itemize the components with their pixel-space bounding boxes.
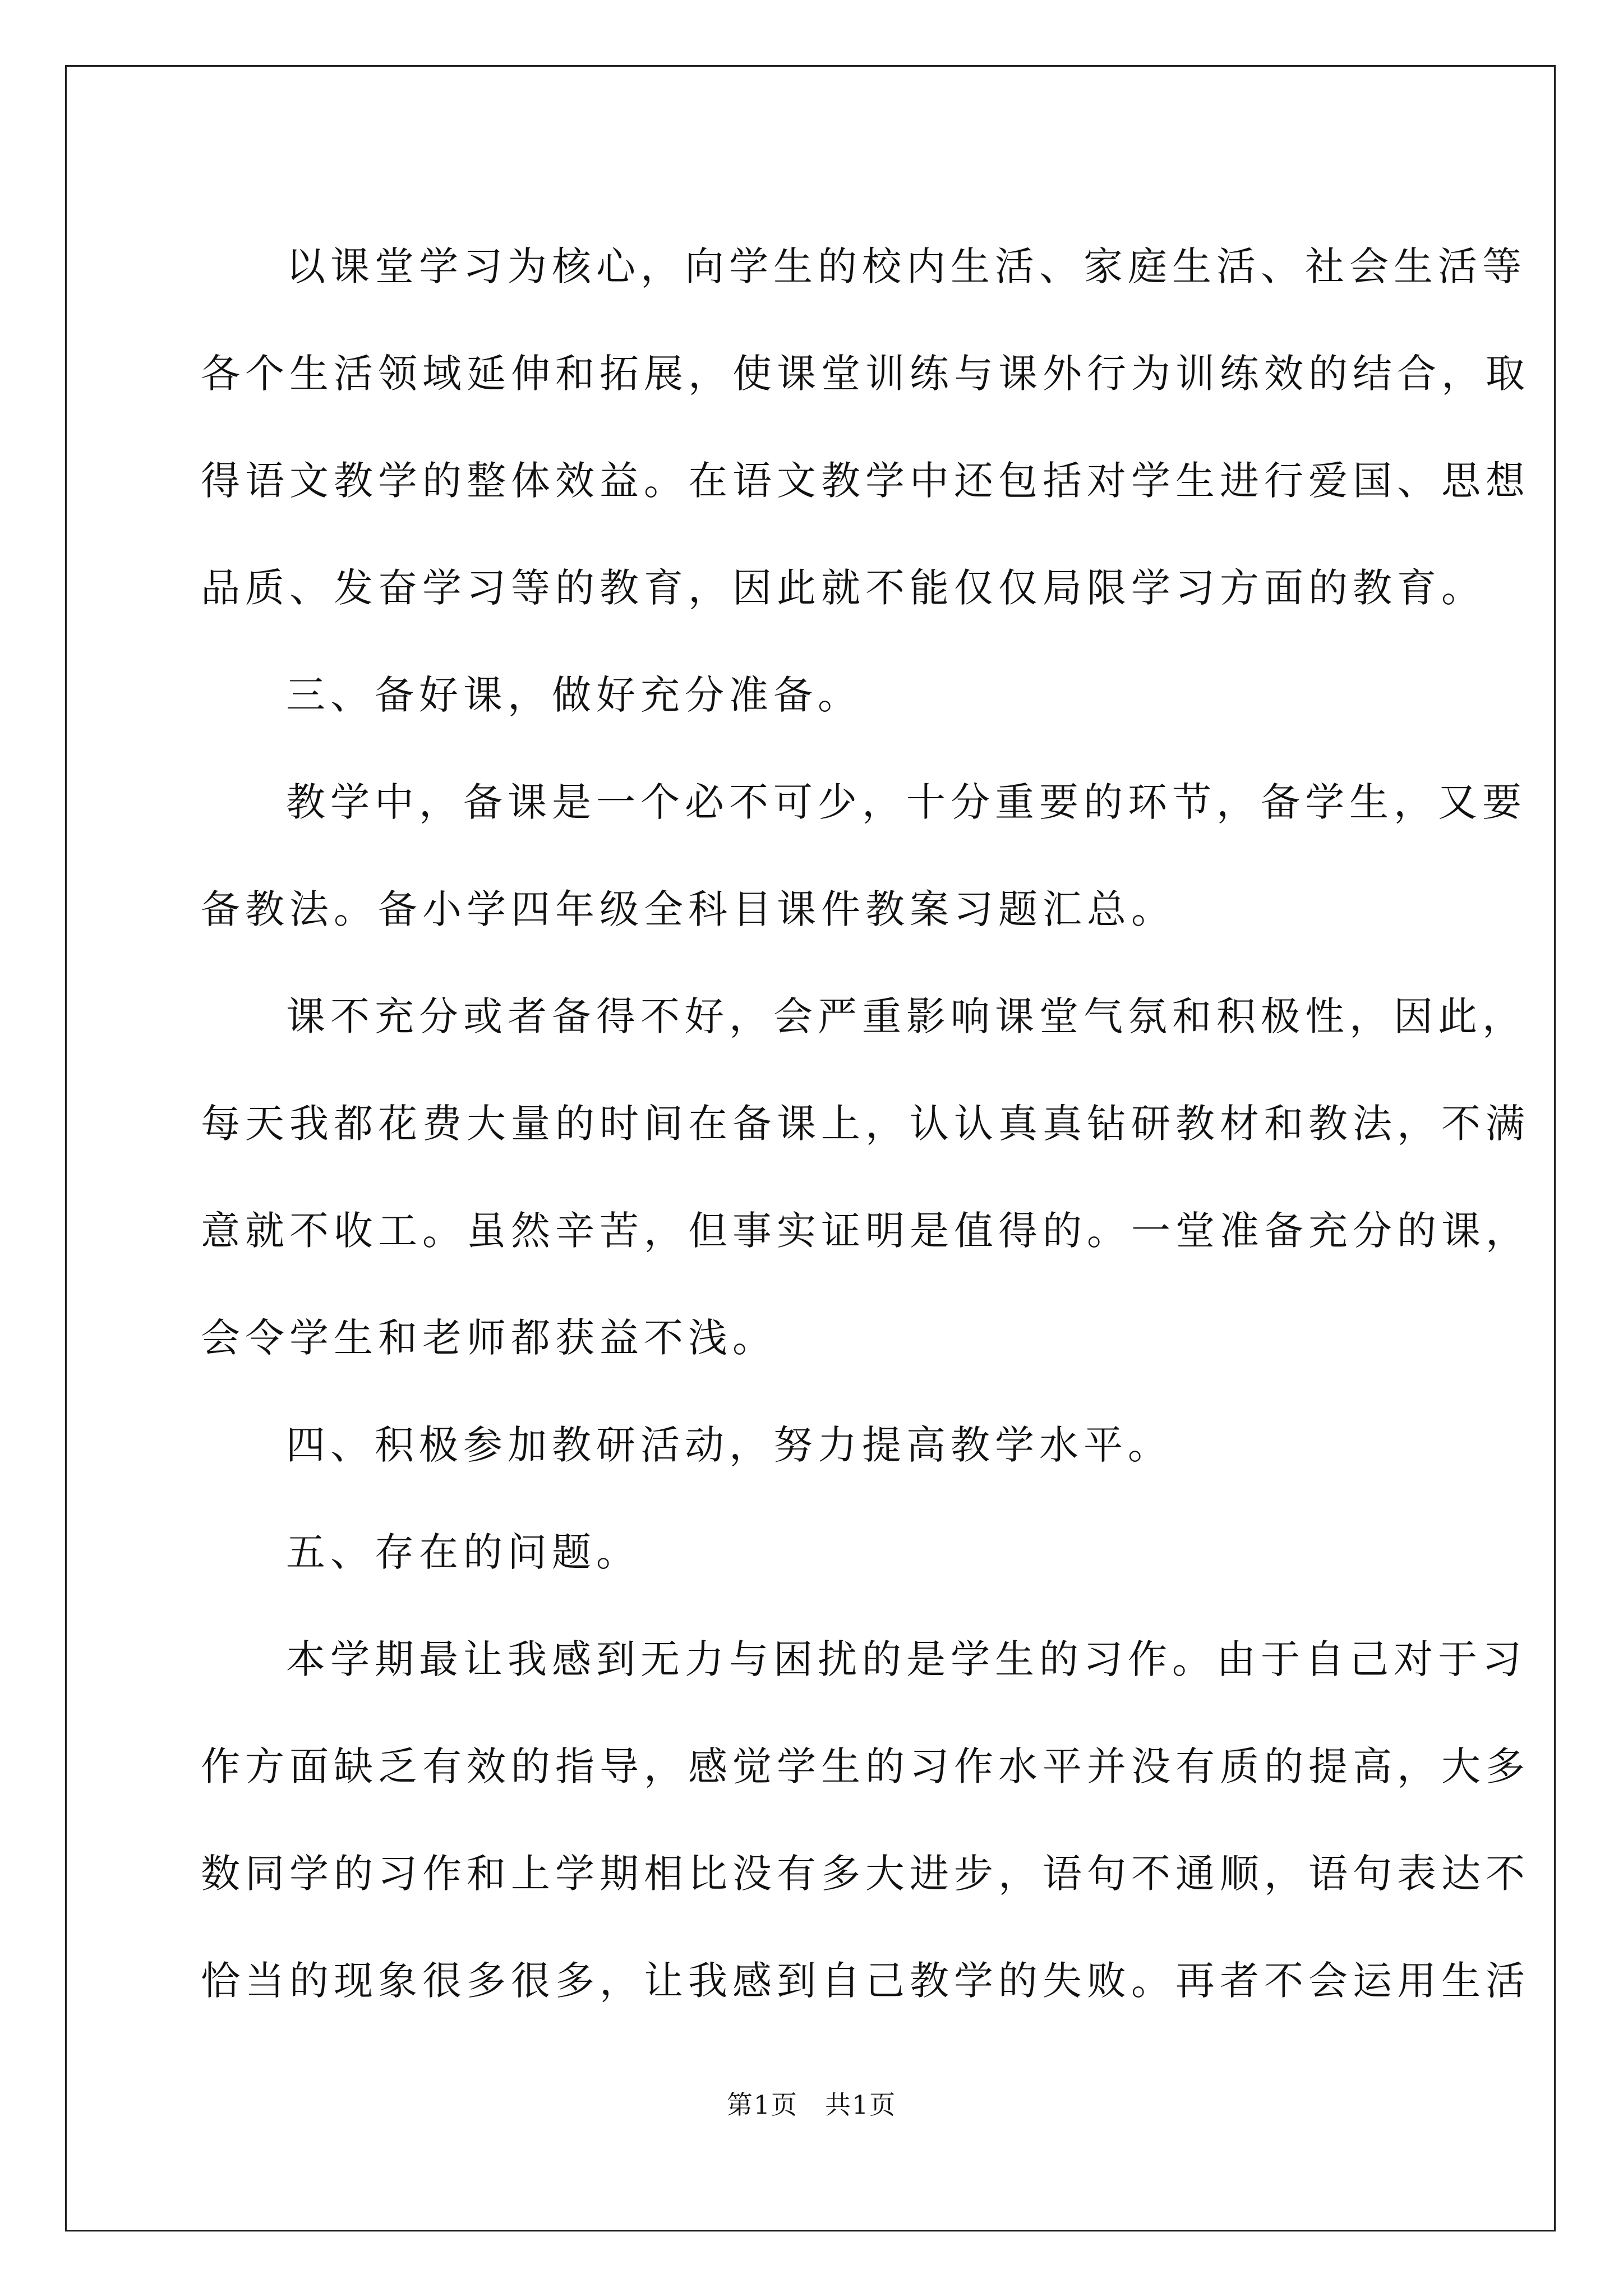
section-heading: 五、存在的问题。 bbox=[286, 1529, 640, 1575]
text-line: 作方面缺乏有效的指导，感觉学生的习作水平并没有质的提高，大多 bbox=[201, 1743, 1530, 1789]
text-line: 教学中，备课是一个必不可少，十分重要的环节，备学生，又要 bbox=[286, 779, 1527, 825]
text-line: 数同学的习作和上学期相比没有多大进步，语句不通顺，语句表达不 bbox=[201, 1851, 1530, 1897]
section-heading: 三、备好课，做好充分准备。 bbox=[286, 672, 862, 718]
page-total: 共1页 bbox=[825, 2090, 897, 2120]
text-line: 得语文教学的整体效益。在语文教学中还包括对学生进行爱国、思想 bbox=[201, 458, 1530, 504]
text-line: 课不充分或者备得不好，会严重影响课堂气氛和积极性，因此， bbox=[286, 993, 1527, 1039]
text-line: 会令学生和老师都获益不浅。 bbox=[201, 1315, 777, 1361]
document-body bbox=[201, 213, 1530, 2035]
page-number: 第1页 bbox=[726, 2090, 798, 2120]
text-line: 以课堂学习为核心，向学生的校内生活、家庭生活、社会生活等 bbox=[286, 243, 1527, 289]
text-line: 本学期最让我感到无力与困扰的是学生的习作。由于自己对于习 bbox=[286, 1636, 1527, 1682]
text-line: 每天我都花费大量的时间在备课上，认认真真钻研教材和教法，不满 bbox=[201, 1101, 1530, 1147]
text-line: 各个生活领域延伸和拓展，使课堂训练与课外行为训练效的结合，取 bbox=[201, 351, 1530, 397]
text-line: 恰当的现象很多很多，让我感到自己教学的失败。再者不会运用生活 bbox=[201, 1958, 1530, 2004]
text-line: 品质、发奋学习等的教育，因此就不能仅仅局限学习方面的教育。 bbox=[201, 565, 1486, 611]
section-heading: 四、积极参加教研活动，努力提高教学水平。 bbox=[286, 1422, 1172, 1468]
text-line: 备教法。备小学四年级全科目课件教案习题汇总。 bbox=[201, 886, 1175, 932]
text-line: 意就不收工。虽然辛苦，但事实证明是值得的。一堂准备充分的课， bbox=[201, 1208, 1530, 1254]
page-footer bbox=[0, 2088, 1623, 2122]
